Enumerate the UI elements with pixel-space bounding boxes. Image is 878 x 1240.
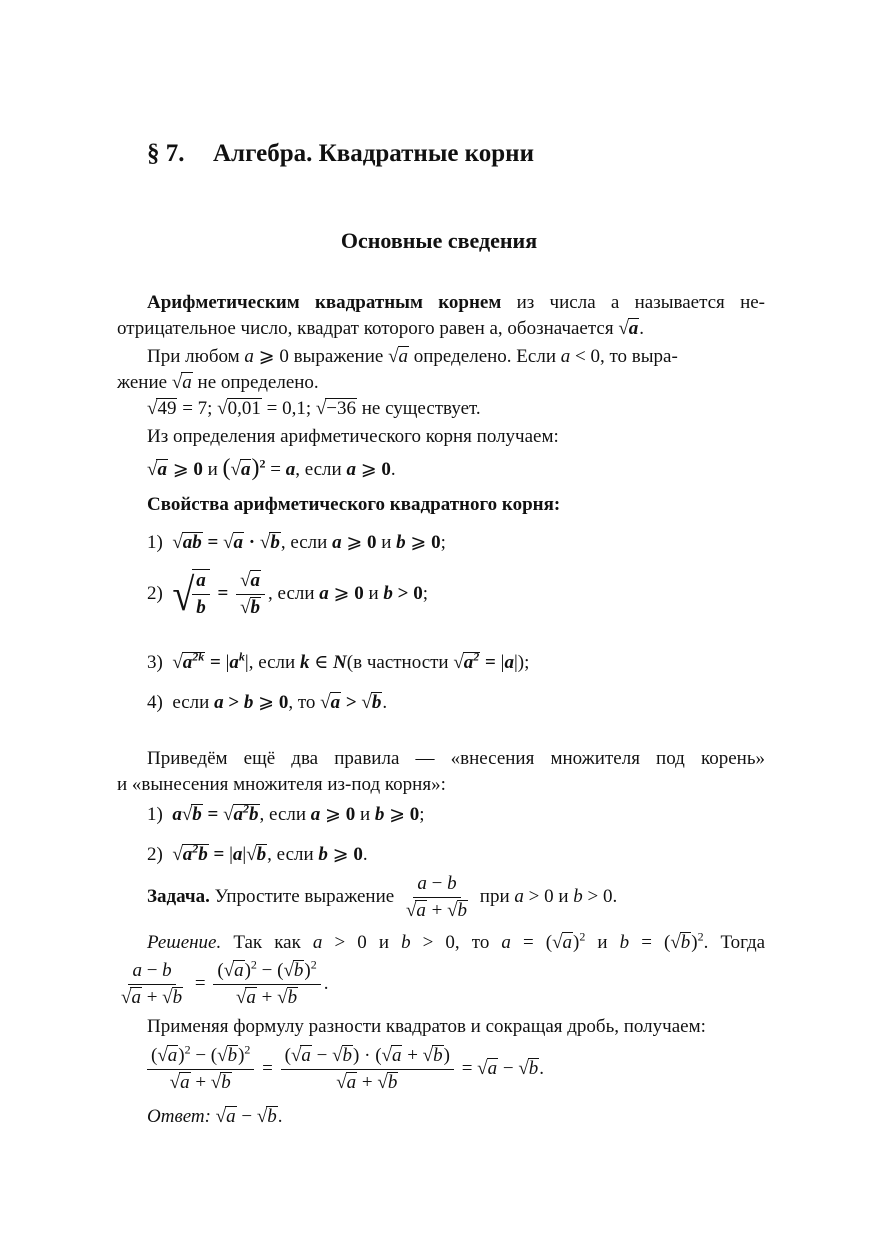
- word-if: если: [269, 804, 307, 825]
- rule-1: 1) $a√b = √a^2b$, если a ⩾ 0 и b ⩾ 0;: [147, 801, 425, 825]
- solution-equation-1: $\frac{a - b}{√a + √b}$ = $\frac{(√a)^2 - (√b)^2}{√a + √b}$ .: [121, 957, 329, 1008]
- examples-nonexistent: не существует.: [361, 398, 481, 419]
- property-4: 4) если a > b ⩾ 0, то √a > √b.: [147, 692, 388, 713]
- domain-text-e: жение: [117, 372, 168, 393]
- task-label: Задача.: [147, 886, 210, 907]
- definition-line-2-text: отрицательное число, квадрат которого равен a, обозначается: [117, 318, 614, 339]
- section-title: Алгебра. Квадратные корни: [213, 140, 534, 167]
- task-text: Упростите выражение: [214, 886, 395, 907]
- domain-text-f: не определено.: [197, 372, 319, 393]
- domain-line-2: жение √a не определено.: [117, 372, 319, 393]
- word-and: и: [597, 932, 608, 953]
- examples-line: √49 = 7; √0,01 = 0,1; √−36 не существует.: [147, 398, 481, 419]
- property-1: 1) √ab = √a · √b, если a ⩾ 0 и b ⩾ 0;: [147, 532, 446, 553]
- domain-text-b: выражение: [293, 346, 384, 367]
- word-if: если: [277, 583, 315, 604]
- from-definition-line: Из определения арифметического корня получаем:: [147, 426, 559, 447]
- word-then: то: [297, 692, 316, 713]
- rule-2: 2) $√a^2b = |a|√b$, если b ⩾ 0.: [147, 841, 368, 865]
- word-if: если: [172, 692, 210, 713]
- section-number: § 7.: [147, 140, 185, 167]
- domain-line-1: При любом a ⩾ 0 выражение √a определено. Если a < 0, то выра-: [147, 346, 678, 367]
- solution-label: Решение.: [147, 932, 222, 953]
- solution-equation-2: $\frac{(√a)^2 - (√b)^2}{√a + √b}$ = $\frac{(√a - √b) \cdot (√a + √b)}{√a + √b}$ = √a − √b.: [147, 1040, 544, 1098]
- rules-intro-line-2: и «вынесения множителя из-под корня»:: [117, 774, 446, 795]
- definition-line-1: [147, 290, 765, 316]
- answer-line: Ответ: √a − √b.: [147, 1106, 283, 1127]
- word-in-particular: в частности: [353, 652, 449, 673]
- task-line: Задача. Упростите выражение $\frac{a - b}{√a + √b}$ при a > 0 и b > 0.: [147, 872, 618, 921]
- definition-term: Арифметическим квадратным корнем: [147, 292, 502, 313]
- property-2: 2) √ $\frac{a}{b}$ = $\frac{√a}{√b}$ , если a ⩾ 0 и b > 0;: [147, 568, 428, 620]
- properties-title: Свойства арифметического квадратного корня:: [147, 494, 561, 515]
- word-and: и: [378, 932, 389, 953]
- word-and: и: [359, 804, 371, 825]
- word-and: и: [558, 886, 569, 907]
- rules-intro-line-1: Приведём ещё два правила — «внесения множителя под корень»: [147, 748, 765, 769]
- subsection-title: Основные сведения: [340, 228, 538, 253]
- solution-apply-line: Применяя формулу разности квадратов и сокращая дробь, получаем:: [147, 1016, 706, 1037]
- word-if: если: [290, 532, 328, 553]
- solution-text-a: Так как: [233, 932, 301, 953]
- word-and: и: [381, 532, 392, 553]
- task-condition: при: [479, 886, 510, 907]
- word-if: если: [276, 844, 314, 865]
- definition-consequences: √a ⩾ 0 и $(√a)^2 = a$, если a ⩾ 0.: [147, 455, 396, 481]
- property-3: 3) $√a^{2k} = |a^k|$, если k ∈ N(в частности $√a^2 = |a|$);: [147, 649, 530, 673]
- solution-text-b: то: [471, 932, 490, 953]
- word-and: и: [207, 459, 218, 480]
- answer-label: Ответ:: [147, 1106, 211, 1127]
- solution-line-1: Решение. Так как a > 0 и b > 0, то $a = (√a)^2$ и $b = (√b)^2$. Тогда: [147, 929, 766, 953]
- domain-text-c: определено. Если: [413, 346, 556, 367]
- word-and: и: [368, 583, 379, 604]
- word-if: если: [304, 459, 342, 480]
- domain-text-d: , то выра-: [599, 346, 678, 367]
- section-heading: [147, 140, 534, 168]
- solution-then: Тогда: [720, 932, 766, 953]
- domain-text-a: При любом: [147, 346, 240, 367]
- definition-rest: из числа a называется не-: [516, 292, 766, 313]
- definition-line-2: отрицательное число, квадрат которого равен a, обозначается √a.: [117, 318, 645, 339]
- word-if: если: [258, 652, 296, 673]
